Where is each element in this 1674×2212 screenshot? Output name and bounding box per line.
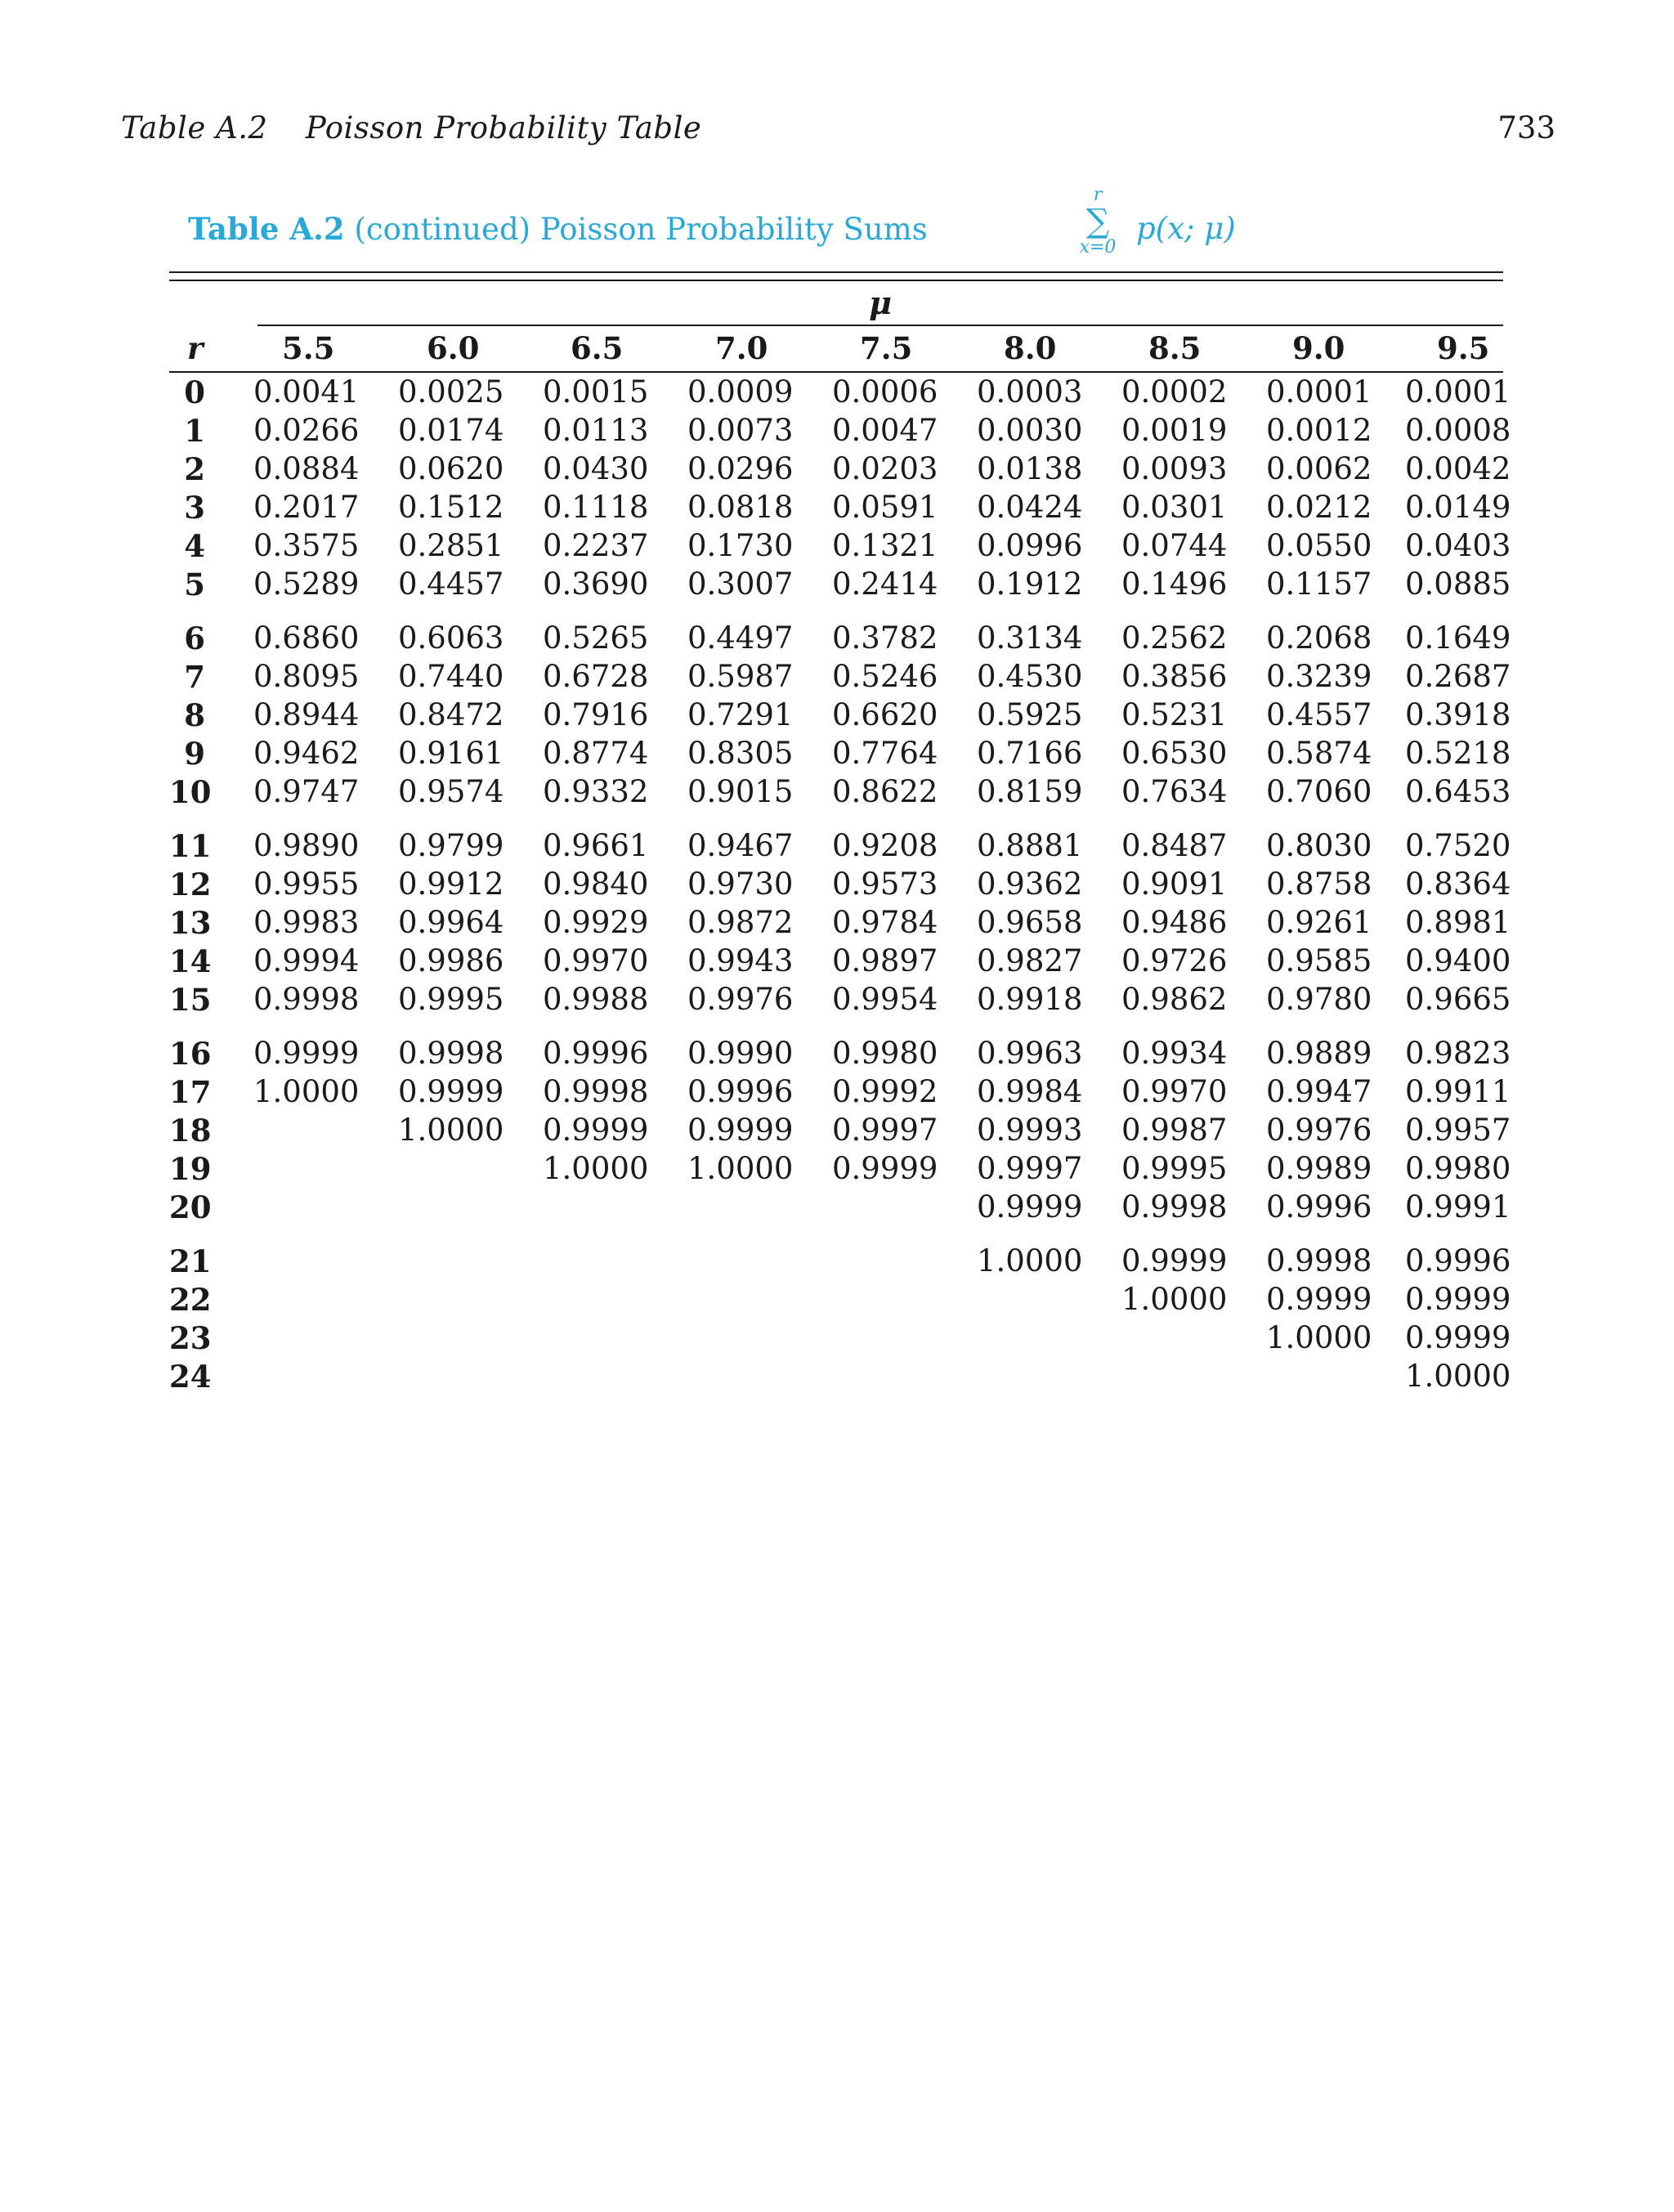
- table-cell: 0.9730: [687, 866, 794, 902]
- table-cell: 0.1496: [1121, 566, 1228, 602]
- row-r-label: 12: [169, 866, 212, 902]
- table-cell: 0.5231: [1121, 697, 1228, 732]
- table-cell: 0.9486: [1121, 905, 1228, 940]
- table-cell: 0.0296: [687, 451, 794, 486]
- table-cell: 0.9976: [1266, 1113, 1372, 1148]
- row-r-label: 6: [184, 620, 205, 656]
- table-cell: 0.9362: [977, 866, 1083, 902]
- row-r-label: 4: [184, 528, 205, 564]
- table-cell: 0.9780: [1266, 982, 1372, 1017]
- table-cell: 0.7166: [977, 736, 1083, 771]
- summation-lower-limit: x=0: [1079, 237, 1117, 257]
- probability-table: [169, 374, 1511, 1397]
- table-cell: 0.3918: [1405, 697, 1511, 732]
- table-cell: 0.1321: [832, 528, 938, 563]
- table-cell: 0.9998: [253, 982, 360, 1017]
- table-cell: 0.5265: [543, 620, 649, 656]
- row-r-label: 0: [184, 374, 205, 410]
- table-cell: 0.3856: [1121, 659, 1228, 694]
- table-cell: 0.6860: [253, 620, 360, 656]
- table-cell: 0.0996: [977, 528, 1083, 563]
- table-cell: 0.9995: [1121, 1151, 1228, 1186]
- table-cell: 0.0001: [1266, 374, 1372, 410]
- table-row: [169, 374, 1511, 413]
- mu-column-header: 5.5: [282, 330, 335, 366]
- table-cell: 0.9999: [977, 1189, 1083, 1225]
- table-cell: 0.7764: [832, 736, 938, 771]
- table-cell: 0.3134: [977, 620, 1083, 656]
- table-caption: [188, 186, 1496, 276]
- row-r-label: 2: [184, 451, 205, 487]
- table-cell: 0.9992: [832, 1074, 938, 1109]
- table-cell: 0.4530: [977, 659, 1083, 694]
- row-r-label: 5: [184, 566, 205, 602]
- table-cell: 0.9955: [253, 866, 360, 902]
- table-cell: 0.9015: [687, 774, 794, 809]
- table-row: [169, 982, 1511, 1020]
- mu-column-header: 9.0: [1292, 330, 1345, 366]
- table-cell: 0.0430: [543, 451, 649, 486]
- table-row: [169, 1151, 1511, 1189]
- table-cell: 0.1730: [687, 528, 794, 563]
- row-r-label: 19: [169, 1151, 212, 1187]
- table-cell: 0.7060: [1266, 774, 1372, 809]
- table-cell: 0.9999: [832, 1151, 938, 1186]
- table-cell: 0.9890: [253, 828, 360, 863]
- sigma-icon: ∑: [1085, 203, 1110, 240]
- table-row: [169, 566, 1511, 605]
- table-cell: 0.3575: [253, 528, 360, 563]
- table-cell: 0.9911: [1405, 1074, 1511, 1109]
- table-cell: 1.0000: [687, 1151, 794, 1186]
- table-cell: 0.9467: [687, 828, 794, 863]
- table-cell: 0.4557: [1266, 697, 1372, 732]
- row-r-label: 18: [169, 1113, 212, 1149]
- row-r-label: 23: [169, 1320, 212, 1356]
- mu-column-header: 7.0: [715, 330, 768, 366]
- table-cell: 1.0000: [977, 1243, 1083, 1278]
- table-cell: 0.0138: [977, 451, 1083, 486]
- table-cell: 0.9784: [832, 905, 938, 940]
- table-cell: 0.0006: [832, 374, 938, 410]
- table-cell: 0.0009: [687, 374, 794, 410]
- table-cell: 0.9840: [543, 866, 649, 902]
- table-cell: 0.2687: [1405, 659, 1511, 694]
- table-cell: 0.9947: [1266, 1074, 1372, 1109]
- top-rule-second: [169, 280, 1503, 281]
- r-column-header: r: [187, 330, 204, 366]
- table-cell: 0.8622: [832, 774, 938, 809]
- mu-column-header: 6.5: [571, 330, 624, 366]
- table-cell: 0.0042: [1405, 451, 1511, 486]
- summation-symbol: [1069, 186, 1126, 257]
- table-cell: 0.8981: [1405, 905, 1511, 940]
- table-cell: 0.9862: [1121, 982, 1228, 1017]
- table-row: [169, 866, 1511, 905]
- table-cell: 0.0113: [543, 413, 649, 448]
- table-cell: 0.9573: [832, 866, 938, 902]
- table-row: [169, 659, 1511, 697]
- table-cell: 0.0008: [1405, 413, 1511, 448]
- table-cell: 0.9585: [1266, 943, 1372, 978]
- table-cell: 0.0002: [1121, 374, 1228, 410]
- table-row: [169, 905, 1511, 943]
- table-cell: 0.0591: [832, 490, 938, 525]
- table-row: [169, 828, 1511, 866]
- table-row: [169, 774, 1511, 813]
- table-cell: 0.9943: [687, 943, 794, 978]
- table-row: [169, 1282, 1511, 1320]
- table-cell: 0.9997: [832, 1113, 938, 1148]
- table-cell: 0.0019: [1121, 413, 1228, 448]
- table-cell: 0.0203: [832, 451, 938, 486]
- table-cell: 0.9400: [1405, 943, 1511, 978]
- row-r-label: 15: [169, 982, 212, 1018]
- table-cell: 0.8758: [1266, 866, 1372, 902]
- table-cell: 0.9827: [977, 943, 1083, 978]
- table-cell: 0.9996: [543, 1036, 649, 1071]
- table-cell: 0.2068: [1266, 620, 1372, 656]
- table-cell: 0.0212: [1266, 490, 1372, 525]
- table-cell: 0.0403: [1405, 528, 1511, 563]
- table-cell: 0.9929: [543, 905, 649, 940]
- table-cell: 0.9934: [1121, 1036, 1228, 1071]
- table-cell: 0.6530: [1121, 736, 1228, 771]
- table-cell: 0.9999: [543, 1113, 649, 1148]
- table-cell: 0.9988: [543, 982, 649, 1017]
- table-cell: 0.9918: [977, 982, 1083, 1017]
- table-cell: 0.9997: [977, 1151, 1083, 1186]
- table-cell: 0.0012: [1266, 413, 1372, 448]
- table-cell: 0.1649: [1405, 620, 1511, 656]
- header-rule: [169, 371, 1503, 373]
- table-cell: 0.1118: [543, 490, 649, 525]
- mu-header: μ: [869, 284, 892, 321]
- table-cell: 0.0550: [1266, 528, 1372, 563]
- table-cell: 1.0000: [543, 1151, 649, 1186]
- table-cell: 0.9999: [253, 1036, 360, 1071]
- table-cell: 0.9996: [1266, 1189, 1372, 1225]
- table-cell: 0.9998: [1121, 1189, 1228, 1225]
- table-cell: 0.7916: [543, 697, 649, 732]
- table-row: [169, 1359, 1511, 1397]
- table-cell: 0.1912: [977, 566, 1083, 602]
- summation-upper-limit: r: [1093, 185, 1103, 205]
- table-row: [169, 1036, 1511, 1074]
- table-cell: 0.7634: [1121, 774, 1228, 809]
- mu-column-header: 8.0: [1004, 330, 1057, 366]
- table-cell: 0.0001: [1405, 374, 1511, 410]
- row-r-label: 1: [184, 413, 205, 449]
- table-cell: 0.9970: [543, 943, 649, 978]
- table-cell: 0.9957: [1405, 1113, 1511, 1148]
- table-cell: 0.0149: [1405, 490, 1511, 525]
- top-rule: [169, 271, 1503, 273]
- table-cell: 0.9998: [1266, 1243, 1372, 1278]
- table-cell: 0.0030: [977, 413, 1083, 448]
- table-row: [169, 697, 1511, 736]
- table-cell: 0.8487: [1121, 828, 1228, 863]
- table-cell: 1.0000: [253, 1074, 360, 1109]
- table-cell: 0.9999: [687, 1113, 794, 1148]
- table-cell: 0.9976: [687, 982, 794, 1017]
- row-r-label: 22: [169, 1282, 212, 1318]
- table-cell: 0.9823: [1405, 1036, 1511, 1071]
- table-cell: 0.7520: [1405, 828, 1511, 863]
- mu-column-header: 7.5: [860, 330, 913, 366]
- running-head-section: Table A.2: [121, 110, 268, 146]
- mu-column-header: 6.0: [427, 330, 480, 366]
- table-cell: 0.3239: [1266, 659, 1372, 694]
- table-cell: 0.9912: [398, 866, 504, 902]
- table-cell: 0.5289: [253, 566, 360, 602]
- table-cell: 0.9983: [253, 905, 360, 940]
- table-cell: 0.9987: [1121, 1113, 1228, 1148]
- table-cell: 0.9970: [1121, 1074, 1228, 1109]
- table-cell: 0.9889: [1266, 1036, 1372, 1071]
- table-cell: 0.9091: [1121, 866, 1228, 902]
- table-cell: 0.9462: [253, 736, 360, 771]
- table-row: [169, 1189, 1511, 1228]
- table-cell: 1.0000: [398, 1113, 504, 1148]
- mu-column-header: 9.5: [1437, 330, 1490, 366]
- table-cell: 0.5925: [977, 697, 1083, 732]
- table-cell: 0.9332: [543, 774, 649, 809]
- table-cell: 0.9963: [977, 1036, 1083, 1071]
- running-head-title: Poisson Probability Table: [305, 110, 702, 146]
- table-cell: 0.9999: [1121, 1243, 1228, 1278]
- table-cell: 0.6453: [1405, 774, 1511, 809]
- table-cell: 0.9995: [398, 982, 504, 1017]
- table-cell: 0.0174: [398, 413, 504, 448]
- table-cell: 0.9994: [253, 943, 360, 978]
- table-cell: 0.2562: [1121, 620, 1228, 656]
- column-header-row: [169, 330, 1503, 368]
- table-cell: 0.6728: [543, 659, 649, 694]
- table-cell: 0.6063: [398, 620, 504, 656]
- mu-rule: [257, 325, 1503, 326]
- table-row: [169, 451, 1511, 490]
- table-cell: 0.2017: [253, 490, 360, 525]
- table-cell: 0.0003: [977, 374, 1083, 410]
- table-cell: 0.9989: [1266, 1151, 1372, 1186]
- table-cell: 0.3690: [543, 566, 649, 602]
- table-cell: 0.5987: [687, 659, 794, 694]
- table-cell: 0.0301: [1121, 490, 1228, 525]
- table-row: [169, 490, 1511, 528]
- table-row: [169, 1243, 1511, 1282]
- table-cell: 0.4457: [398, 566, 504, 602]
- row-r-label: 3: [184, 490, 205, 526]
- table-cell: 0.0093: [1121, 451, 1228, 486]
- caption-label-group: [188, 211, 928, 247]
- table-cell: 0.7291: [687, 697, 794, 732]
- caption-text: (continued) Poisson Probability Sums: [354, 212, 928, 247]
- row-r-label: 13: [169, 905, 212, 941]
- table-cell: 0.5246: [832, 659, 938, 694]
- table-cell: 0.9799: [398, 828, 504, 863]
- table-cell: 0.0041: [253, 374, 360, 410]
- table-cell: 0.9980: [1405, 1151, 1511, 1186]
- table-cell: 0.8944: [253, 697, 360, 732]
- table-cell: 0.0047: [832, 413, 938, 448]
- table-cell: 0.9991: [1405, 1189, 1511, 1225]
- table-cell: 0.9726: [1121, 943, 1228, 978]
- table-cell: 0.8472: [398, 697, 504, 732]
- table-cell: 0.9747: [253, 774, 360, 809]
- table-cell: 0.0885: [1405, 566, 1511, 602]
- table-cell: 0.9999: [1405, 1282, 1511, 1317]
- page-number: 733: [1497, 110, 1555, 146]
- table-row: [169, 736, 1511, 774]
- table-cell: 1.0000: [1266, 1320, 1372, 1355]
- row-r-label: 11: [169, 828, 212, 864]
- table-cell: 0.6620: [832, 697, 938, 732]
- table-row: [169, 1074, 1511, 1113]
- row-r-label: 8: [184, 697, 205, 733]
- row-r-label: 7: [184, 659, 205, 695]
- table-cell: 0.9998: [398, 1036, 504, 1071]
- row-r-label: 16: [169, 1036, 212, 1072]
- table-cell: 0.0744: [1121, 528, 1228, 563]
- table-cell: 0.4497: [687, 620, 794, 656]
- table-cell: 0.9964: [398, 905, 504, 940]
- table-cell: 0.9658: [977, 905, 1083, 940]
- table-cell: 0.0073: [687, 413, 794, 448]
- table-cell: 0.9872: [687, 905, 794, 940]
- table-cell: 0.9990: [687, 1036, 794, 1071]
- table-cell: 0.5218: [1405, 736, 1511, 771]
- table-cell: 0.8774: [543, 736, 649, 771]
- table-cell: 0.9665: [1405, 982, 1511, 1017]
- table-cell: 0.9986: [398, 943, 504, 978]
- table-cell: 0.0025: [398, 374, 504, 410]
- table-cell: 1.0000: [1405, 1359, 1511, 1394]
- table-cell: 0.0424: [977, 490, 1083, 525]
- table-cell: 0.9996: [687, 1074, 794, 1109]
- table-row: [169, 413, 1511, 451]
- table-row: [169, 943, 1511, 982]
- table-cell: 0.9208: [832, 828, 938, 863]
- table-cell: 0.9984: [977, 1074, 1083, 1109]
- caption-function: p(x; μ): [1136, 211, 1236, 246]
- table-cell: 0.9998: [543, 1074, 649, 1109]
- table-cell: 0.0818: [687, 490, 794, 525]
- mu-column-header: 8.5: [1148, 330, 1202, 366]
- table-cell: 0.9161: [398, 736, 504, 771]
- table-cell: 0.9954: [832, 982, 938, 1017]
- row-r-label: 17: [169, 1074, 212, 1110]
- table-cell: 0.8095: [253, 659, 360, 694]
- table-cell: 0.8030: [1266, 828, 1372, 863]
- table-cell: 1.0000: [1121, 1282, 1228, 1317]
- row-r-label: 14: [169, 943, 212, 979]
- table-cell: 0.0015: [543, 374, 649, 410]
- table-cell: 0.9661: [543, 828, 649, 863]
- running-head: [121, 110, 701, 146]
- table-cell: 0.9993: [977, 1113, 1083, 1148]
- table-row: [169, 1320, 1511, 1359]
- table-cell: 0.3007: [687, 566, 794, 602]
- table-cell: 0.2414: [832, 566, 938, 602]
- table-cell: 0.2237: [543, 528, 649, 563]
- table-cell: 0.9261: [1266, 905, 1372, 940]
- row-r-label: 9: [184, 736, 205, 772]
- table-cell: 0.8881: [977, 828, 1083, 863]
- table-cell: 0.9574: [398, 774, 504, 809]
- table-cell: 0.8159: [977, 774, 1083, 809]
- table-cell: 0.9999: [1405, 1320, 1511, 1355]
- row-r-label: 20: [169, 1189, 212, 1225]
- table-row: [169, 1113, 1511, 1151]
- table-cell: 0.9999: [398, 1074, 504, 1109]
- table-cell: 0.8305: [687, 736, 794, 771]
- table-cell: 0.9996: [1405, 1243, 1511, 1278]
- table-cell: 0.5874: [1266, 736, 1372, 771]
- table-cell: 0.8364: [1405, 866, 1511, 902]
- row-r-label: 24: [169, 1359, 212, 1395]
- table-cell: 0.2851: [398, 528, 504, 563]
- table-cell: 0.0884: [253, 451, 360, 486]
- table-cell: 0.9897: [832, 943, 938, 978]
- table-cell: 0.3782: [832, 620, 938, 656]
- table-cell: 0.9980: [832, 1036, 938, 1071]
- table-cell: 0.7440: [398, 659, 504, 694]
- table-cell: 0.1157: [1266, 566, 1372, 602]
- table-cell: 0.0062: [1266, 451, 1372, 486]
- table-cell: 0.9999: [1266, 1282, 1372, 1317]
- table-cell: 0.0620: [398, 451, 504, 486]
- row-r-label: 10: [169, 774, 212, 810]
- table-row: [169, 620, 1511, 659]
- row-r-label: 21: [169, 1243, 212, 1279]
- table-cell: 0.0266: [253, 413, 360, 448]
- table-row: [169, 528, 1511, 566]
- caption-label: Table A.2: [188, 211, 345, 247]
- table-cell: 0.1512: [398, 490, 504, 525]
